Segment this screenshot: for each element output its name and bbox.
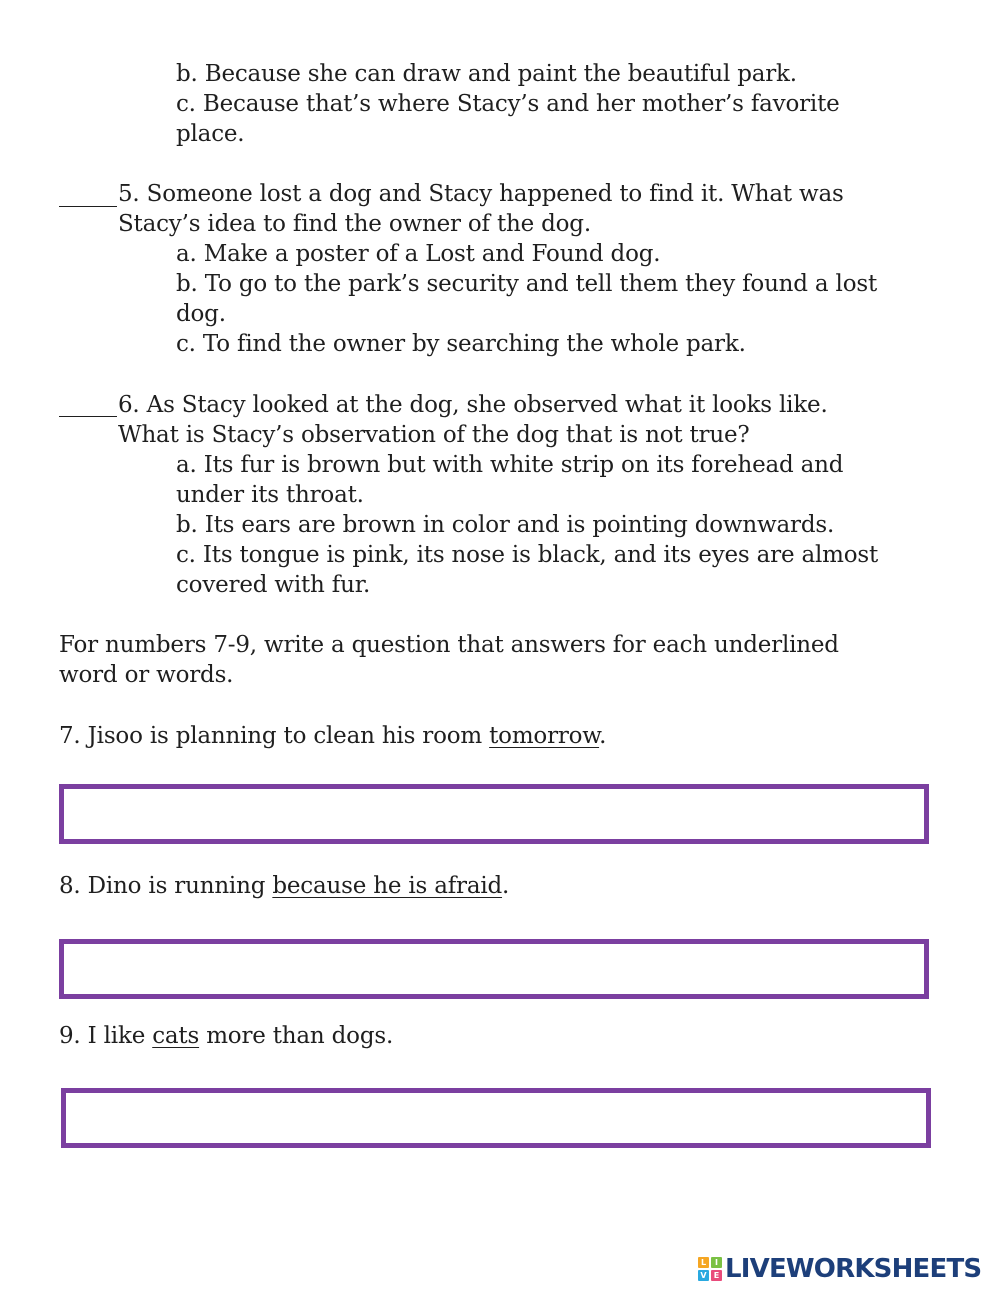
q6-option-c-line1: c. Its tongue is pink, its nose is black, and its eyes are almost [176,542,879,568]
q5-option-a: a. Make a poster of a Lost and Found dog. [176,241,661,267]
q7-sentence [59,721,606,751]
q6-option-b: b. Its ears are brown in color and is pointing downwards. [176,512,835,538]
q9-answer-input[interactable] [61,1088,931,1148]
q9-suffix: more than dogs. [199,1023,394,1049]
q5-option-b-line2: dog. [176,301,226,327]
q9-sentence [59,1021,393,1051]
q4-option-c-line1: c. Because that’s where Stacy’s and her mother’s favorite [176,91,840,117]
q7-prefix: 7. Jisoo is planning to clean his room [59,723,490,749]
q9-underlined: cats [152,1023,200,1049]
q7-answer-input[interactable] [59,784,929,844]
q7-underlined: tomorrow [489,723,600,749]
q4-option-b: b. Because she can draw and paint the beautiful park. [176,61,797,87]
q6-stem-line2: What is Stacy’s observation of the dog that is not true? [118,422,750,448]
instructions-line1: For numbers 7-9, write a question that answers for each underlined [59,632,839,658]
q8-suffix: . [502,873,510,899]
logo-tile-l: L [698,1257,709,1268]
logo-tile-v: V [698,1270,709,1281]
instructions-line2: word or words. [59,662,234,688]
logo-tile-i: I [711,1257,722,1268]
q5-stem-line2: Stacy’s idea to find the owner of the dog. [118,211,591,237]
liveworksheets-brand [698,1254,981,1284]
logo-tile-e: E [711,1270,722,1281]
q6-option-a-line1: a. Its fur is brown but with white strip on its forehead and [176,452,844,478]
liveworksheets-logo-icon [698,1257,722,1281]
q6-option-a-line2: under its throat. [176,482,364,508]
q5-answer-blank[interactable] [59,206,117,207]
q4-option-c-line2: place. [176,121,245,147]
q8-sentence [59,871,509,901]
q6-option-c-line2: covered with fur. [176,572,371,598]
q5-stem-line1: 5. Someone lost a dog and Stacy happened to find it. What was [118,181,844,207]
q8-answer-input[interactable] [59,939,929,999]
q8-prefix: 8. Dino is running [59,873,273,899]
q6-stem-line1: 6. As Stacy looked at the dog, she observed what it looks like. [118,392,828,418]
q5-option-c: c. To find the owner by searching the whole park. [176,331,746,357]
q6-answer-blank[interactable] [59,416,117,417]
liveworksheets-wordmark: LIVEWORKSHEETS [725,1254,982,1284]
q7-suffix: . [599,723,607,749]
q5-option-b-line1: b. To go to the park’s security and tell them they found a lost [176,271,878,297]
q9-prefix: 9. I like [59,1023,153,1049]
q8-underlined: because he is afraid [272,873,503,899]
